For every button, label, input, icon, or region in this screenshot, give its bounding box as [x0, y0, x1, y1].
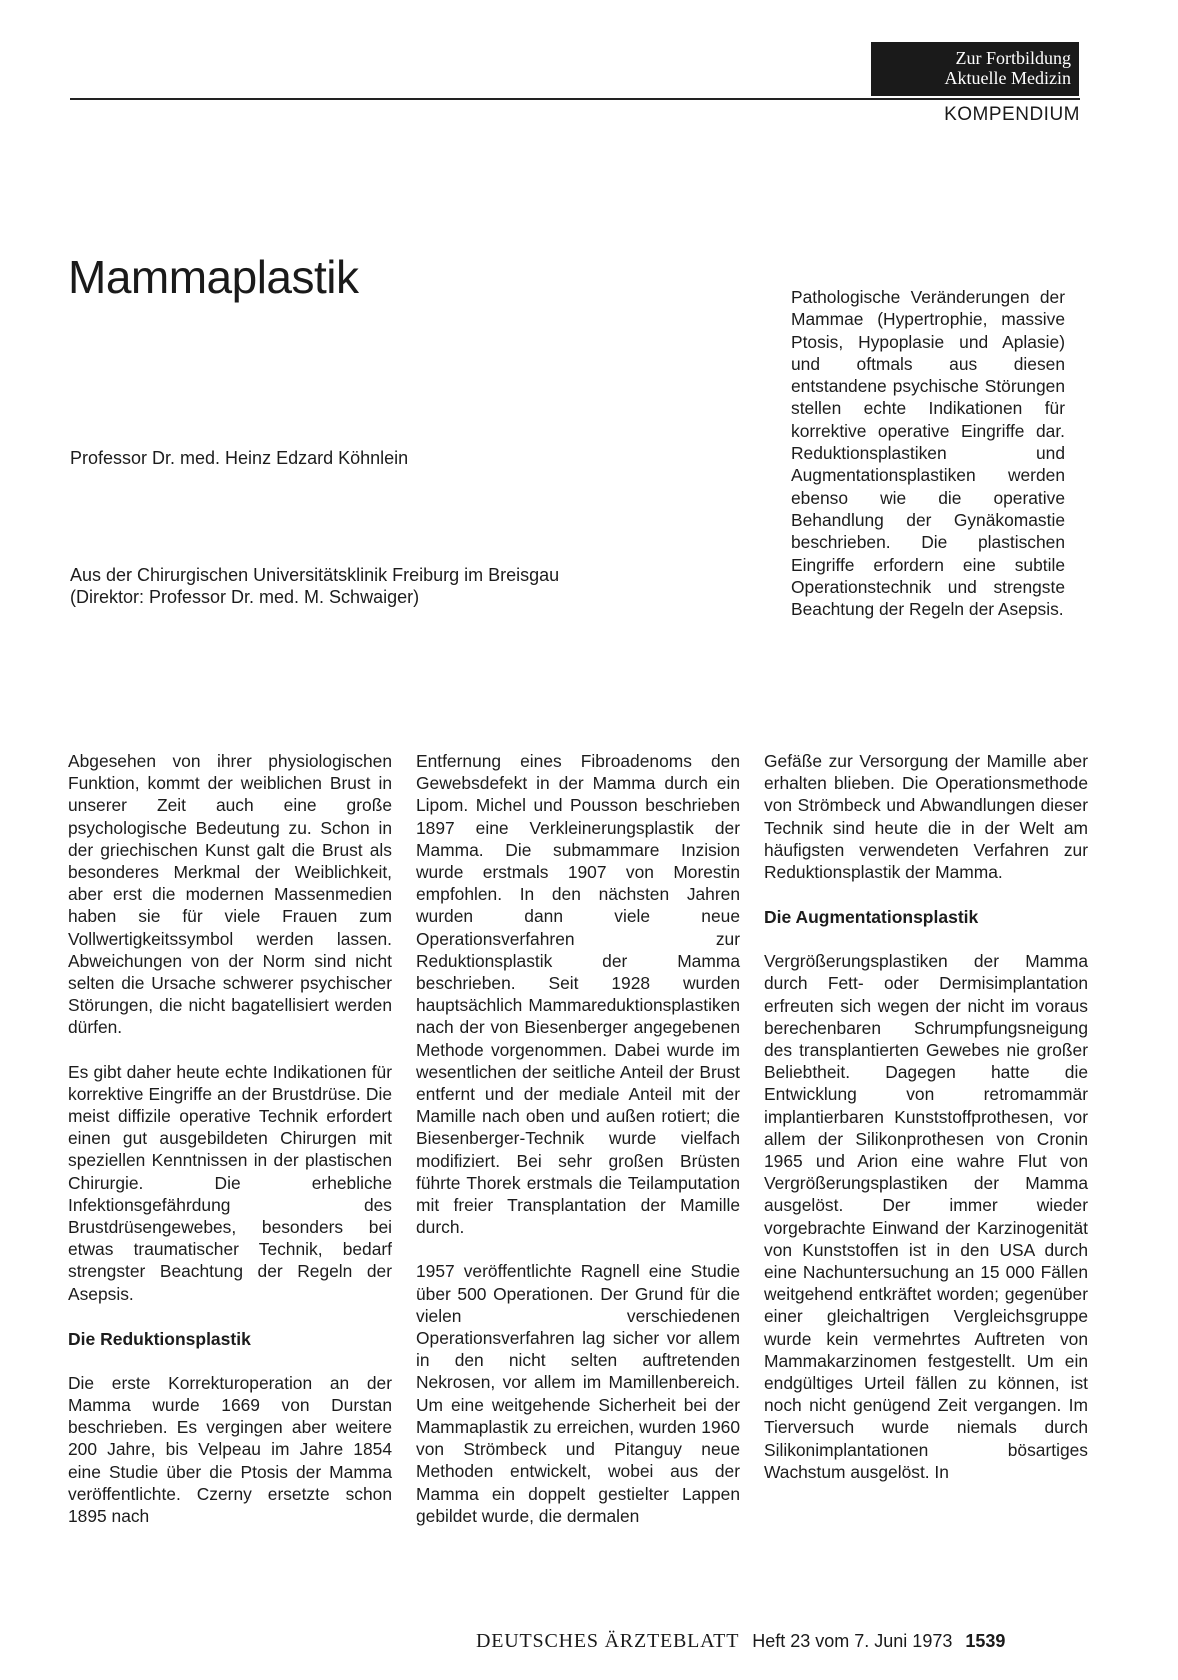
- paragraph: Es gibt daher heute echte Indikationen für korrektive Eingriffe an der Brustdrüse. Die meist diffizile operative Technik erfordert einen gut ausgebildeten Chirurgen mit speziellen Kenntnissen in der plastischen Chirurgie. Die erhebliche Infektionsgefährdung des Brustdrüsengewebes, besonders bei etwas traumatischer Technik, bedarf strengster Beachtung der Regeln der Asepsis.: [68, 1061, 392, 1304]
- badge-line-medizin: Aktuelle Medizin: [944, 68, 1071, 88]
- body-column-2: [416, 750, 740, 1549]
- section-label: KOMPENDIUM: [944, 104, 1080, 125]
- article-author: Professor Dr. med. Heinz Edzard Köhnlein: [70, 448, 409, 468]
- body-column-1: [68, 750, 392, 1549]
- section-heading-reduction: Die Reduktionsplastik: [68, 1328, 251, 1349]
- page-number: 1539: [965, 1631, 1006, 1651]
- paragraph: Vergrößerungsplastiken der Mamma durch Fett- oder Dermisimplantation erfreuten sich wegen der nicht im voraus berechenbaren Schrumpfungsneigung des transplantierten Gewebes nie großer Beliebtheit. Dagegen hatte die Entwicklung von retromammär implantierbaren Kunststoffprothesen, vor allem der Silikonprothesen von Cronin 1965 und Arion eine wahre Flut von Vergrößerungsplastiken der Mamma ausgelöst. Der immer wieder vorgebrachte Einwand der Karzinogenität von Kunststoffen ist in den USA durch eine Nachuntersuchung an 15 000 Fällen weitgehend entkräftet worden; gegenüber einer gleichaltrigen Vergleichsgruppe wurde kein vermehrtes Auftreten von Mammakarzinomen festgestellt. Um ein endgültiges Urteil fällen zu können, ist noch nicht genügend Zeit vergangen. Im Tierversuch wurde niemals durch Silikonimplantationen bösartiges Wachstum ausgelöst. In: [764, 951, 1088, 1482]
- article-abstract: Pathologische Veränderungen der Mammae (Hypertrophie, massive Ptosis, Hypoplasie und Aplasie) und oftmals aus diesen entstandene psychische Störungen stellen echte Indikationen für korrektive operative Eingriffe dar. Reduktionsplastiken und Augmentationsplastiken werden ebenso wie die operative Behandlung der Gynäkomastie beschrieben. Die plastischen Eingriffe erfordern eine subtile Operationstechnik und strengste Beachtung der Regeln der Asepsis.: [791, 287, 1065, 620]
- paragraph: Entfernung eines Fibroadenoms den Gewebsdefekt in der Mamma durch ein Lipom. Michel und Pousson beschrieben 1897 eine Verkleinerungsplastik der Mamma. Die submammare Inzision wurde erstmals 1907 von Morestin empfohlen. In den nächsten Jahren wurden dann viele neue Operationsverfahren zur Reduktionsplastik der Mamma beschrieben. Seit 1928 wurden hauptsächlich Mammareduktionsplastiken nach der von Biesenberger angegebenen Methode vorgenommen. Dabei wurde im wesentlichen der seitliche Anteil der Brust entfernt und der mediale Anteil mit der Mamille nach oben und außen rotiert; die Biesenberger-Technik wurde vielfach modifiziert. Bei sehr großen Brüsten führte Thorek erstmals die Teilamputation mit freier Transplantation der Mamille durch.: [416, 751, 740, 1238]
- badge-line-fortbildung: Zur Fortbildung: [955, 48, 1071, 68]
- journal-name: DEUTSCHES ÄRZTEBLATT: [476, 1630, 740, 1652]
- paragraph: Gefäße zur Versorgung der Mamille aber erhalten blieben. Die Operationsmethode von Strömbeck und Abwandlungen dieser Technik sind heute die in der Welt am häufigsten verwendeten Verfahren zur Reduktionsplastik der Mamma.: [764, 751, 1088, 883]
- header-rule: [70, 98, 1080, 100]
- section-heading-augmentation: Die Augmentationsplastik: [764, 907, 979, 928]
- paragraph: Abgesehen von ihrer physiologischen Funktion, kommt der weiblichen Brust in unserer Zeit auch eine große psychologische Bedeutung zu. Schon in der griechischen Kunst galt die Brust als besonderes Merkmal der Weiblichkeit, aber erst die modernen Massenmedien haben sie für viele Frauen zum Vollwertigkeitssymbol werden lassen. Abweichungen von der Norm sind nicht selten die Ursache schwerer psychischer Störungen, die nicht bagatellisiert werden dürfen.: [68, 751, 392, 1038]
- affiliation-director-line: (Direktor: Professor Dr. med. M. Schwaiger): [70, 587, 420, 607]
- article-affiliation: [70, 564, 559, 608]
- article-title: Mammaplastik: [68, 251, 359, 303]
- body-column-3: [764, 750, 1088, 1505]
- affiliation-line: Aus der Chirurgischen Universitätsklinik Freiburg im Breisgau: [70, 565, 560, 585]
- issue-info: Heft 23 vom 7. Juni 1973: [752, 1631, 953, 1651]
- page-footer: [476, 1630, 1005, 1653]
- paragraph: 1957 veröffentlichte Ragnell eine Studie über 500 Operationen. Der Grund für die vielen verschiedenen Operationsverfahren lag sicher vor allem in den nicht selten auftretenden Nekrosen, vor allem im Mamillenbereich. Um eine weitgehende Sicherheit bei der Mammaplastik zu erreichen, wurden 1960 von Strömbeck und Pitanguy neue Methoden entwickelt, wobei aus der Mamma ein doppelt gestielter Lappen gebildet wurde, die dermalen: [416, 1261, 740, 1526]
- section-badge: [871, 42, 1079, 96]
- paragraph: Die erste Korrekturoperation an der Mamma wurde 1669 von Durstan beschrieben. Es vergingen aber weitere 200 Jahre, bis Velpeau im Jahre 1854 eine Studie über die Ptosis der Mamma veröffentlichte. Czerny ersetzte schon 1895 nach: [68, 1372, 392, 1527]
